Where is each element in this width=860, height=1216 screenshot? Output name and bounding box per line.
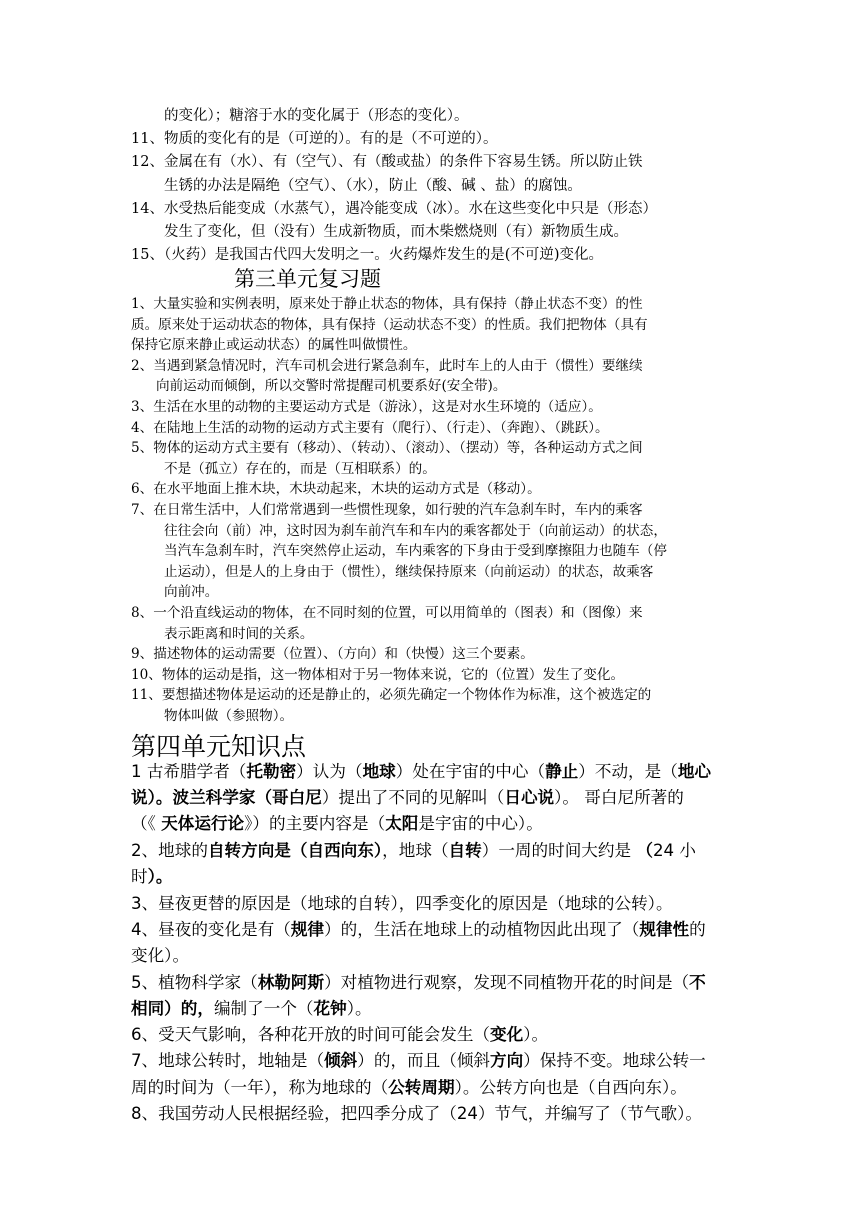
- text-span: 编制了一个（: [213, 999, 314, 1018]
- text-line: [131, 919, 706, 941]
- text-line: [131, 1024, 548, 1046]
- text-line: 6、在水平地面上推木块，木块动起来，木块的运动方式是（移动）。: [131, 481, 541, 497]
- text-span: 7、地球公转时，地轴是（: [131, 1051, 325, 1070]
- bold-term: 公转周期: [388, 1078, 455, 1097]
- text-span: ）的，而且（倾斜: [357, 1051, 491, 1070]
- text-span: 5、植物科学家（: [131, 973, 258, 992]
- text-span: 24 小: [652, 841, 696, 860]
- text-span: ）不动，是（: [578, 762, 678, 781]
- bold-term: 自转: [448, 841, 482, 860]
- text-line: 3、生活在水里的动物的主要运动方式是（游泳），这是对水生环境的（适应）。: [131, 399, 602, 415]
- bold-term: 规律性: [639, 920, 690, 939]
- bold-term: 地球: [362, 762, 396, 781]
- bold-term: ）。: [147, 867, 173, 886]
- text-line: 止运动），但是人的上身由于（惯性），继续保持原来（向前运动）的状态，故乘客: [164, 564, 654, 580]
- text-span: ）提出了不同的见解叫（: [321, 788, 505, 807]
- text-span: 6、受天气影响，各种花开放的时间可能会发生（: [131, 1025, 491, 1044]
- text-span: 1 古希腊学者（: [131, 762, 247, 781]
- text-line: 发生了变化，但（没有）生成新物质，而木柴燃烧则（有）新物质生成。: [164, 224, 628, 240]
- text-span: 的: [689, 920, 706, 939]
- text-line: 12、金属在有（水）、有（空气）、有（酸或盐）的条件下容易生锈。所以防止铁: [131, 154, 643, 170]
- unit3-heading: 第三单元复习题: [234, 267, 381, 291]
- text-line: 变化）。: [131, 946, 190, 965]
- text-line: 物体叫做（参照物）。: [164, 708, 294, 724]
- text-line: 3、昼夜更替的原因是（地球的自转），四季变化的原因是（地球的公转）。: [131, 894, 673, 913]
- text-span: ）。 哥白尼所著的: [554, 788, 684, 807]
- text-span: 时: [131, 867, 148, 886]
- bold-term: 太阳: [385, 814, 419, 833]
- text-line: 的变化）；糖溶于水的变化属于（形态的变化）。: [164, 108, 469, 124]
- bold-term: 倾斜: [324, 1051, 358, 1070]
- text-line: [131, 998, 372, 1020]
- text-line: 15、（火药）是我国古代四大发明之一。火药爆炸发生的是(不可逆)变化。: [131, 247, 604, 263]
- text-line: 向前运动而倾倒，所以交警时常提醒司机要系好(安全带)。: [156, 378, 507, 394]
- bold-term: 变化: [490, 1025, 524, 1044]
- text-line: 不是（孤立）存在的，而是（互相联系）的。: [164, 461, 436, 477]
- bold-term: 托勒密: [246, 762, 297, 781]
- bold-term: 规律: [290, 920, 325, 939]
- text-line: 当汽车急刹车时，汽车突然停止运动，车内乘客的下身由于受到摩擦阻力也随车（停: [164, 543, 667, 559]
- text-line: [131, 813, 543, 835]
- bold-term: 天体运行论: [161, 814, 245, 833]
- text-span: ）认为（: [296, 762, 363, 781]
- text-line: 4、在陆地上生活的动物的运动方式主要有（爬行）、（行走）、（奔跑）、（跳跃）。: [131, 420, 609, 436]
- text-span: ）的，生活在地球上的动植物因此出现了（: [324, 920, 640, 939]
- text-line: 11、物质的变化有的是（可逆的）。有的是（不可逆的）。: [131, 131, 498, 147]
- text-line: 8、我国劳动人民根据经验，把四季分成了（24）节气，并编写了（节气歌）。: [131, 1104, 702, 1123]
- text-line: [131, 761, 711, 783]
- text-line: [131, 866, 172, 888]
- text-line: 2、当遇到紧急情况时，汽车司机会进行紧急刹车，此时车上的人由于（惯性）要继续: [131, 358, 643, 374]
- text-line: 1、大量实验和实例表明，原来处于静止状态的物体，具有保持（静止状态不变）的性: [131, 296, 643, 312]
- text-span: ）。: [523, 1025, 549, 1044]
- text-line: 保持它原来静止或运动状态）的属性叫做惯性。: [131, 337, 417, 353]
- bold-term: 说: [131, 788, 148, 807]
- text-line: 10、物体的运动是指，这一物体相对于另一物体来说，它的（位置）发生了变化。: [131, 667, 625, 683]
- bold-term: 自转方向是（自西向东）: [207, 841, 383, 860]
- text-line: 表示距离和时间的关系。: [164, 626, 314, 642]
- text-line: 生锈的办法是隔绝（空气）、（水），防止（酸、碱 、盐）的腐蚀。: [164, 178, 582, 194]
- text-line: [131, 840, 696, 862]
- text-line: [131, 787, 684, 809]
- text-line: 8、一个沿直线运动的物体，在不同时刻的位置，可以用简单的（图表）和（图像）来: [131, 605, 643, 621]
- text-span: 2、地球的: [131, 841, 208, 860]
- text-span: 》）的主要内容是（: [244, 814, 386, 833]
- text-line: 11、要想描述物体是运动的还是静止的，必须先确定一个物体作为标准，这个被选定的: [131, 687, 652, 703]
- bold-term: 静止: [545, 762, 579, 781]
- text-span: ）对植物进行观察，发现不同植物开花的时间是（: [324, 973, 690, 992]
- text-span: ）保持不变。地球公转一: [523, 1051, 706, 1070]
- text-span: ）。: [346, 999, 372, 1018]
- text-line: [131, 1077, 687, 1099]
- text-span: ，地球（: [382, 841, 449, 860]
- bold-term: （: [636, 841, 653, 860]
- text-line: [131, 972, 706, 994]
- text-line: 向前冲。: [164, 584, 219, 600]
- bold-term: 相同）的，: [131, 999, 214, 1018]
- bold-term: 哥白尼: [272, 788, 322, 807]
- text-span: 4、昼夜的变化是有（: [131, 920, 291, 939]
- bold-term: ）。波兰科学家（: [147, 788, 273, 807]
- text-line: 质。原来处于运动状态的物体，具有保持（运动状态不变）的性质。我们把物体（具有: [131, 317, 648, 333]
- text-line: [131, 1050, 706, 1072]
- text-line: 9、描述物体的运动需要（位置）、（方向）和（快慢）这三个要素。: [131, 646, 534, 662]
- text-span: 周的时间为（一年），称为地球的（: [131, 1078, 389, 1097]
- unit4-heading: 第四单元知识点: [131, 732, 307, 761]
- bold-term: 方向: [490, 1051, 524, 1070]
- text-line: 14、水受热后能变成（水蒸气），遇冷能变成（冰）。水在这些变化中只是（形态）: [131, 201, 657, 217]
- text-line: 5、物体的运动方式主要有（移动）、（转动）、（滚动）、（摆动）等，各种运动方式之间: [131, 440, 643, 456]
- bold-term: 地心: [677, 762, 712, 781]
- bold-term: 日心说: [504, 788, 555, 807]
- bold-term: 花钟: [313, 999, 347, 1018]
- text-span: ）处在宇宙的中心（: [395, 762, 546, 781]
- text-span: 是宇宙的中心）。: [418, 814, 543, 833]
- text-span: ）。公转方向也是（自西向东）。: [454, 1078, 687, 1097]
- text-line: 往往会向（前）冲，这时因为刹车前汽车和车内的乘客都处于（向前运动）的状态，: [164, 523, 667, 539]
- bold-term: 不: [689, 973, 706, 992]
- text-span: ）一周的时间大约是: [481, 841, 637, 860]
- text-line: 7、在日常生活中，人们常常遇到一些惯性现象，如行驶的汽车急刹车时，车内的乘客: [131, 502, 643, 518]
- bold-term: 林勒阿斯: [257, 973, 325, 992]
- text-span: （《: [131, 814, 162, 833]
